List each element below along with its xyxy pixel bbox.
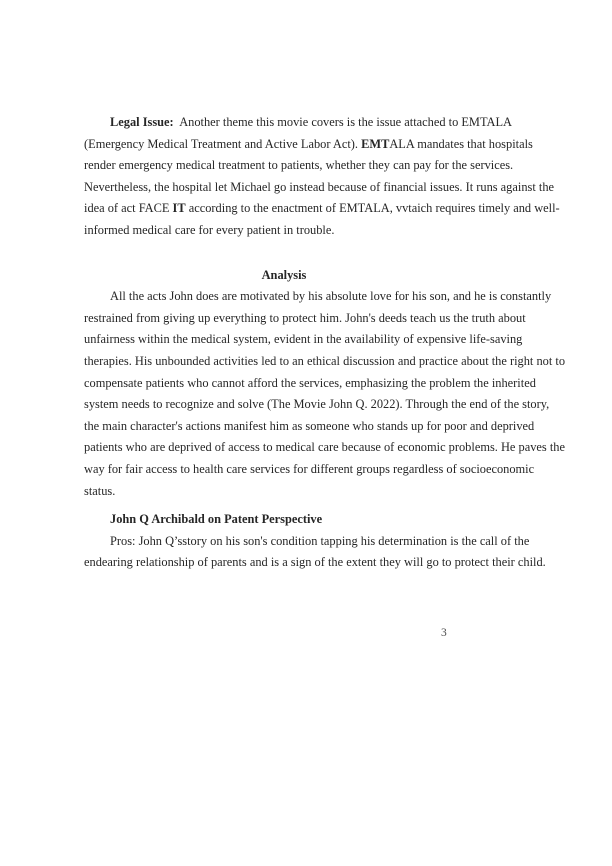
bold-text-segment: IT [172,201,186,216]
text-segment: render emergency medical treatment to patients, whether they can pay for the services. [84,158,514,173]
bold-text-segment: Analysis [261,267,307,282]
text-segment: (Emergency Medical Treatment and Active Labor Act). [84,136,362,151]
text-line [84,459,536,481]
text-line [84,552,546,574]
document-body [84,112,566,574]
text-line [84,112,536,134]
text-segment: idea of act FACE [84,201,173,216]
text-line [84,351,566,373]
text-line [84,481,536,503]
text-segment: Another theme this movie covers is the issue attached to EMTALA [173,115,512,129]
text-segment: unfairness within the medical system, evident in the availability of expensive life-saving [84,332,523,347]
text-segment: therapies. His unbounded activities led to an ethical discussion and practice about the right not to [84,353,566,368]
text-line [84,286,552,308]
text-segment: ALA mandates that hospitals [389,136,533,151]
text-line [84,416,536,438]
legal-issue-paragraph [84,112,560,242]
text-line [84,265,536,287]
page-number: 3 [441,627,447,639]
text-line [84,531,536,553]
text-segment: compensate patients who cannot afford the services, emphasizing the problem the inherited [84,375,536,390]
john-q-archibald-heading [84,509,536,531]
text-line [84,308,536,330]
text-segment: system needs to recognize and solve (The Movie John Q. 2022). Through the end of the story, [84,397,550,412]
text-line [84,177,555,199]
text-line [84,220,536,242]
text-segment: status. [84,483,116,498]
text-line [84,155,536,177]
text-segment: way for fair access to health care services for different groups regardless of socioeconomic [84,461,535,476]
text-segment: restrained from giving up everything to protect him. John's deeds teach us the truth about [84,310,526,325]
blank-line [84,242,536,265]
analysis-heading [84,265,536,287]
text-segment: the main character's actions manifest him as someone who stands up for poor and deprived [84,418,535,433]
text-line [84,373,536,395]
text-line [84,509,536,531]
analysis-paragraph [84,286,566,502]
text-segment: Nevertheless, the hospital let Michael go instead because of financial issues. It runs against the [84,179,555,194]
text-segment: endearing relationship of parents and is a sign of the extent they will go to protect their child. [84,555,546,570]
bold-text-segment: John Q Archibald on Patent Perspective [110,512,323,527]
text-line [84,134,536,156]
bold-text-segment: Legal Issue: [110,115,174,129]
text-line [84,437,565,459]
bold-text-segment: EMT [361,136,390,151]
text-line [84,329,536,351]
text-segment: All the acts John does are motivated by his absolute love for his son, and he is constantly [110,289,552,304]
text-segment: informed medical care for every patient in trouble. [84,222,335,237]
pros-paragraph [84,531,546,574]
text-line [84,198,560,220]
text-segment: Pros: John Q’sstory on his son's condition tapping his determination is the call of the [110,533,530,548]
text-segment: patients who are deprived of access to medical care because of economic problems. He paves the [84,440,565,455]
text-segment: according to the enactment of EMTALA, vvtaich requires timely and well- [185,201,560,216]
text-line [84,394,550,416]
